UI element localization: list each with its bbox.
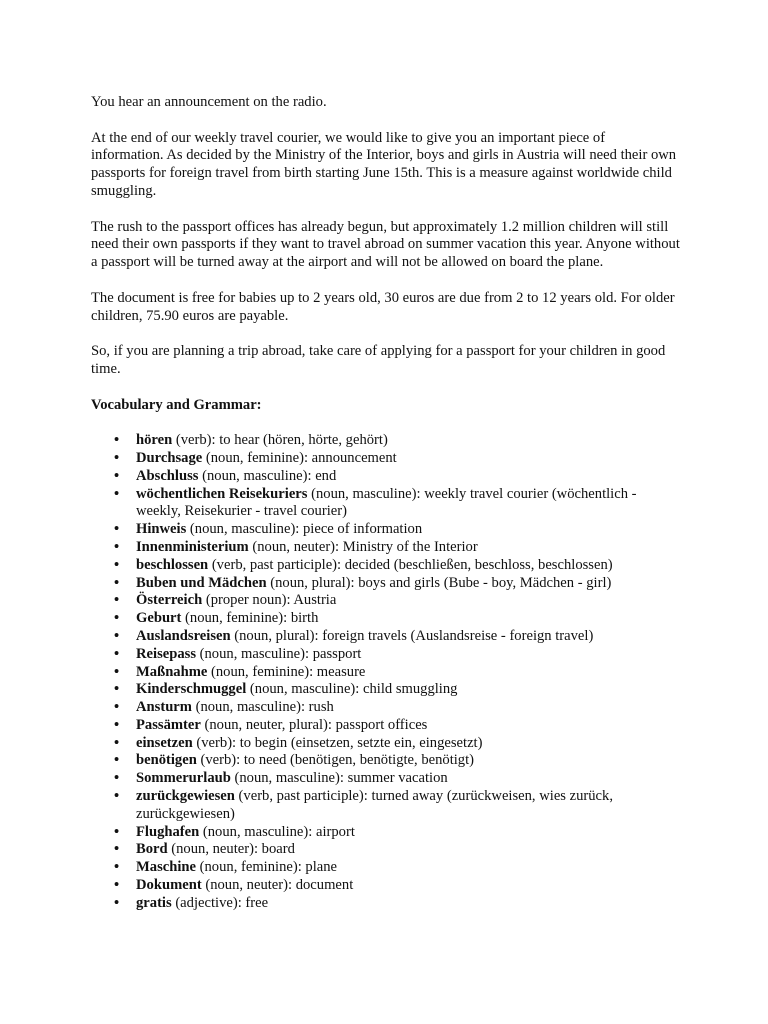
vocab-definition: (verb, past participle): turned away (zurückweisen, wies zurück, zurückgewiesen) (136, 788, 613, 822)
bullet-icon: • (114, 663, 120, 680)
vocab-definition: (noun, feminine): announcement (202, 449, 397, 466)
vocab-definition: (proper noun): Austria (202, 592, 337, 609)
vocab-term: Österreich (136, 592, 203, 609)
vocab-item (91, 575, 681, 593)
vocab-item (91, 486, 681, 522)
vocab-item (91, 699, 681, 717)
vocab-definition: (noun, masculine): piece of information (186, 521, 423, 538)
vocab-definition: (noun, neuter, plural): passport offices (200, 716, 428, 733)
bullet-icon: • (114, 645, 120, 662)
bullet-icon: • (114, 610, 120, 627)
vocab-definition: (verb): to hear (hören, hörte, gehört) (172, 432, 388, 449)
vocab-item (91, 521, 681, 539)
vocab-item (91, 610, 681, 628)
vocab-term: Flughafen (136, 823, 200, 840)
vocab-item (91, 824, 681, 842)
vocab-definition: (noun, masculine): summer vacation (230, 770, 448, 787)
vocab-item (91, 468, 681, 486)
vocab-item (91, 752, 681, 770)
vocab-item (91, 717, 681, 735)
vocab-item (91, 895, 681, 913)
vocab-definition: (verb, past participle): decided (beschließen, beschloss, beschlossen) (208, 556, 613, 573)
vocab-definition: (noun, masculine): rush (191, 699, 334, 716)
vocab-item (91, 646, 681, 664)
vocab-term: Durchsage (136, 449, 203, 466)
vocab-term: Dokument (136, 877, 202, 894)
bullet-icon: • (114, 627, 120, 644)
vocab-item (91, 788, 681, 824)
bullet-icon: • (114, 521, 120, 538)
vocab-term: benötigen (136, 752, 197, 769)
vocab-term: Maschine (136, 859, 196, 876)
vocab-definition: (noun, masculine): airport (199, 823, 355, 840)
bullet-icon: • (114, 699, 120, 716)
vocab-term: Passämter (136, 716, 201, 733)
vocab-definition: (noun, masculine): weekly travel courier (wöchentlich - weekly, Reisekurier - travel courier) (136, 485, 637, 520)
vocab-term: Kinderschmuggel (136, 681, 247, 698)
vocab-item (91, 557, 681, 575)
vocab-definition: (noun, feminine): birth (181, 610, 319, 627)
vocab-definition: (noun, feminine): plane (196, 859, 338, 876)
vocab-term: Buben und Mädchen (136, 574, 267, 591)
bullet-icon: • (114, 538, 120, 555)
bullet-icon: • (114, 716, 120, 733)
vocab-definition: (adjective): free (171, 894, 269, 911)
vocab-term: Abschluss (136, 467, 199, 484)
bullet-icon: • (114, 592, 120, 609)
paragraph-advice: So, if you are planning a trip abroad, take care of applying for a passport for your children in good time. (91, 343, 666, 377)
bullet-icon: • (114, 877, 120, 894)
vocab-item (91, 664, 681, 682)
bullet-icon: • (114, 859, 120, 876)
vocab-definition: (noun, neuter): Ministry of the Interior (248, 538, 478, 555)
vocab-definition: (noun, neuter): document (201, 877, 354, 894)
vocab-item (91, 735, 681, 753)
bullet-icon: • (114, 485, 120, 502)
vocab-definition: (noun, plural): boys and girls (Bube - boy, Mädchen - girl) (266, 574, 612, 591)
bullet-icon: • (114, 788, 120, 805)
document-page (91, 94, 681, 913)
paragraph-rush: The rush to the passport offices has already begun, but approximately 1.2 million children will still need their own passports if they want to travel abroad on summer vacation this year. Anyone without a passport will be turned away at the airport and will not be allowed on board the plane. (91, 218, 680, 271)
vocab-term: Auslandsreisen (136, 627, 231, 644)
bullet-icon: • (114, 770, 120, 787)
vocab-term: Sommerurlaub (136, 770, 231, 787)
vocab-definition: (noun, masculine): passport (196, 645, 362, 662)
vocab-item (91, 450, 681, 468)
bullet-icon: • (114, 752, 120, 769)
vocab-item (91, 681, 681, 699)
vocabulary-list (91, 432, 681, 913)
bullet-icon: • (114, 556, 120, 573)
bullet-icon: • (114, 574, 120, 591)
vocab-item (91, 877, 681, 895)
vocab-definition: (noun, masculine): end (198, 467, 337, 484)
vocab-term: Bord (136, 841, 168, 858)
bullet-icon: • (114, 823, 120, 840)
vocab-term: Geburt (136, 610, 182, 627)
vocab-definition: (noun, masculine): child smuggling (246, 681, 458, 698)
paragraph-announcement: At the end of our weekly travel courier, we would like to give you an important piece of information. As decided by the Ministry of the Interior, boys and girls in Austria will need their own passports for foreign travel from birth starting June 15th. This is a measure against worldwide child smuggling. (91, 129, 677, 199)
vocab-item (91, 859, 681, 877)
vocab-term: Reisepass (136, 645, 196, 662)
vocab-item (91, 770, 681, 788)
vocabulary-heading: Vocabulary and Grammar: (91, 396, 262, 413)
vocab-term: wöchentlichen Reisekuriers (136, 485, 308, 502)
vocab-term: Innenministerium (136, 538, 249, 555)
vocab-term: zurückgewiesen (136, 788, 235, 805)
vocab-term: Maßnahme (136, 663, 208, 680)
vocab-item (91, 592, 681, 610)
bullet-icon: • (114, 432, 120, 449)
vocab-item (91, 432, 681, 450)
bullet-icon: • (114, 467, 120, 484)
vocab-term: beschlossen (136, 556, 209, 573)
paragraph-fees: The document is free for babies up to 2 years old, 30 euros are due from 2 to 12 years old. For older children, 75.90 euros are payable. (91, 289, 675, 324)
bullet-icon: • (114, 449, 120, 466)
bullet-icon: • (114, 734, 120, 751)
vocab-term: Ansturm (136, 699, 192, 716)
bullet-icon: • (114, 681, 120, 698)
bullet-icon: • (114, 841, 120, 858)
bullet-icon: • (114, 894, 120, 911)
vocab-definition: (verb): to begin (einsetzen, setzte ein, eingesetzt) (192, 734, 483, 751)
vocab-definition: (noun, neuter): board (167, 841, 295, 858)
vocab-term: hören (136, 432, 173, 449)
vocab-term: gratis (136, 894, 172, 911)
vocab-item (91, 841, 681, 859)
vocab-item (91, 539, 681, 557)
vocab-definition: (noun, feminine): measure (207, 663, 366, 680)
vocab-item (91, 628, 681, 646)
vocab-term: einsetzen (136, 734, 193, 751)
intro-line: You hear an announcement on the radio. (91, 94, 327, 110)
vocab-definition: (verb): to need (benötigen, benötigte, benötigt) (196, 752, 475, 769)
vocab-definition: (noun, plural): foreign travels (Auslandsreise - foreign travel) (230, 627, 594, 644)
vocab-term: Hinweis (136, 521, 187, 538)
